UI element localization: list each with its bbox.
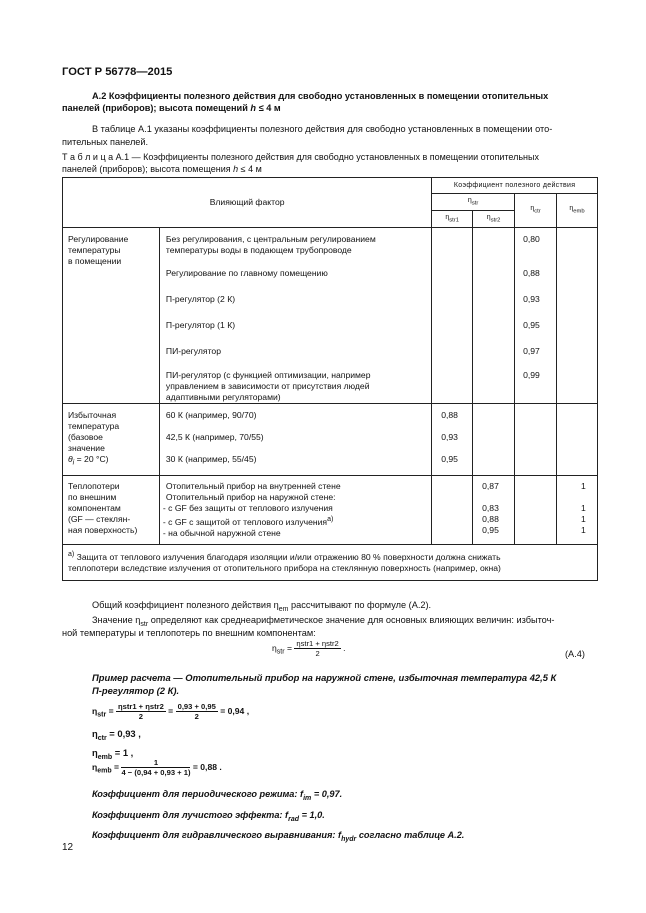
intro-line1: В таблице А.1 указаны коэффициенты полезного действия для свободно установленных в помещении ото- — [92, 124, 553, 134]
coefficient-table — [62, 177, 598, 581]
group-regulation-ctr: 0,80 0,88 0,93 0,95 0,97 0,99 — [515, 228, 557, 404]
group-regulation-label: Регулирование температуры в помещении — [63, 228, 160, 404]
formula-a4-number: (А.4) — [565, 649, 585, 659]
after-table-line2: Значение $\eta_{str}$ определяют как среднеарифметическое значение для основных влияющих величин: избыточ- — [92, 615, 555, 628]
header-eta-str: $\eta_{str}$ — [432, 194, 515, 211]
section-title-line2: панелей (приборов); высота помещений h ≤ 4 м — [62, 103, 281, 113]
group-heat-loss-str2: 0,87 0,83 0,88 0,95 — [473, 476, 515, 545]
header-eta-str1: $\eta_{str1}$ — [432, 211, 473, 228]
formula-a4: $\eta_{str}$ = $\frac{\text{ηstr1 + ηstr2}}{2}$ . — [272, 639, 346, 658]
header-factor: Влияющий фактор — [63, 178, 432, 228]
group-regulation-desc: Без регулирования, с центральным регулированием температуры воды в подающем трубопроводе Регулирование по главному помещению П-регулятор (2 К) П-регулятор (1 К) ПИ-регулятор ПИ-регулятор (с функцией оптимизации, например управлением в зависимости от присутствия людей адаптивными регуляторами) — [159, 228, 431, 404]
page-number: 12 — [62, 842, 74, 853]
header-eta-emb: $\eta_{emb}$ — [557, 194, 598, 228]
calc-eta-emb-1: $\eta_{emb} = 1$ , — [92, 747, 134, 761]
calc-eta-ctr: $\eta_{ctr} = 0,93$ , — [92, 728, 141, 742]
coef-hydraulic: Коэффициент для гидравлического выравнивания: $f_{hydr}$ согласно таблице А.2. — [92, 830, 465, 843]
coef-radiant: Коэффициент для лучистого эффекта: $f_{rad} = 1,0$. — [92, 810, 325, 823]
group-heat-loss-desc: Отопительный прибор на внутренней стене Отопительный прибор на наружной стене: - с GF без защиты от теплового излучения - с GF с защитой от теплового излучения$^{a)}$ - на обычной наружной стене — [159, 476, 431, 545]
group-excess-temp-desc: 60 К (например, 90/70) 42,5 К (например, 70/55) 30 К (например, 55/45) — [159, 404, 431, 476]
header-eta-str2: $\eta_{str2}$ — [473, 211, 515, 228]
table-caption-line1: Т а б л и ц а А.1 — Коэффициенты полезного действия для свободно установленных в помещении отопительных — [62, 152, 539, 162]
example-title-line2: П-регулятор (2 К). — [92, 685, 180, 696]
coef-periodic: Коэффициент для периодического режима: $f_{im} = 0,97$. — [92, 789, 343, 802]
intro-line2: пительных панелей. — [62, 137, 149, 147]
group-excess-temp-str1: 0,88 0,93 0,95 — [432, 404, 473, 476]
example-title-line1: Пример расчета — Отопительный прибор на наружной стене, избыточная температура 42,5 К — [92, 672, 557, 683]
group-heat-loss-emb: 1 1 1 1 — [557, 476, 598, 545]
header-coef-group: Коэффициент полезного действия — [432, 178, 598, 194]
calc-eta-emb-2: $\eta_{emb}$ = $\frac{1}{4 - (0,94 + 0,93 + 1)}$ = 0,88 . — [92, 758, 222, 777]
group-excess-temp-label: Избыточная температура (базовое значение $\theta_i = 20$ °С) — [63, 404, 160, 476]
after-table-line3: ной температуры и теплопотерь по внешним компонентам: — [62, 628, 316, 638]
table-footnote: $^{a)}$ Защита от теплового излучения благодаря изоляции и/или отражению 80 % поверхности должна снижать теплопотери вследствие излучения от отопительного прибора на стеклянную поверхность (например, окна) — [63, 545, 598, 581]
section-title-line1: А.2 Коэффициенты полезного действия для свободно установленных в помещении отопительных — [92, 91, 549, 101]
calc-eta-str: $\eta_{str}$ = $\frac{\text{ηstr1 + ηstr2}}{2}$ = $\frac{0,93 + 0,95}{2}$ = 0,94 , — [92, 702, 250, 721]
group-heat-loss-label: Теплопотери по внешним компонентам (GF — стеклян- ная поверхность) — [63, 476, 160, 545]
after-table-line1: Общий коэффициент полезного действия $\eta_{em}$ рассчитывают по формуле (А.2). — [92, 600, 432, 613]
table-caption-line2: панелей (приборов); высота помещения h ≤ 4 м — [62, 164, 262, 174]
header-eta-ctr: $\eta_{ctr}$ — [515, 194, 557, 228]
document-header: ГОСТ Р 56778—2015 — [62, 66, 173, 78]
